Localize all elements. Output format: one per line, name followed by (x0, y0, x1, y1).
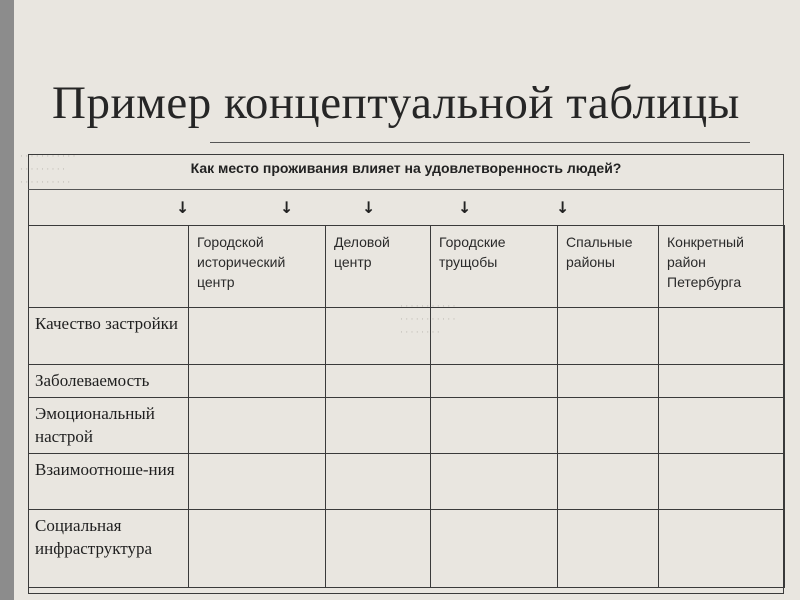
concept-table (28, 225, 785, 588)
column-header: Городские трущобы (431, 226, 558, 308)
table-cell (558, 398, 659, 454)
table-cell (431, 365, 558, 398)
bleed-through-text: · · · · · · · · · · · · · · · · · · · · · · · · · · · · · · (20, 151, 76, 187)
table-row (29, 398, 785, 454)
arrow-down-icon: ↓ (280, 198, 294, 217)
row-label: Социальная инфраструктура (29, 510, 189, 588)
table-cell (189, 308, 326, 365)
arrow-down-icon: ↓ (176, 198, 190, 217)
table-cell (659, 510, 785, 588)
table-cell (659, 365, 785, 398)
table-cell (189, 365, 326, 398)
column-header: Деловой центр (326, 226, 431, 308)
column-header: Городской исторический центр (189, 226, 326, 308)
table-cell (326, 398, 431, 454)
table-cell (326, 365, 431, 398)
column-header: Конкретный район Петербурга (659, 226, 785, 308)
table-row (29, 454, 785, 510)
table-cell (326, 510, 431, 588)
page-title: Пример концептуальной таблицы (52, 77, 740, 129)
table-row (29, 510, 785, 588)
page-edge-shadow (0, 0, 14, 600)
table-cell (659, 454, 785, 510)
question-divider (28, 189, 784, 190)
table-cell (558, 365, 659, 398)
table-cell (659, 398, 785, 454)
table-cell (326, 308, 431, 365)
table-cell (558, 454, 659, 510)
header-empty-cell (29, 226, 189, 308)
table-cell (431, 398, 558, 454)
table-header-row (29, 226, 785, 308)
table-cell (431, 510, 558, 588)
table-cell (189, 510, 326, 588)
arrow-down-icon: ↓ (362, 198, 376, 217)
column-header: Спальные районы (558, 226, 659, 308)
table-cell (189, 398, 326, 454)
table-row (29, 365, 785, 398)
row-label: Заболеваемость (29, 365, 189, 398)
arrow-down-icon: ↓ (556, 198, 570, 217)
table-cell (431, 454, 558, 510)
row-label: Эмоциональный настрой (29, 398, 189, 454)
table-cell (326, 454, 431, 510)
row-label: Качество застройки (29, 308, 189, 365)
table-cell (431, 308, 558, 365)
table-row (29, 308, 785, 365)
bleed-through-text: · · · · · · · · · · · · · · · · · · · · · · · · · · · · · · (400, 301, 456, 337)
arrow-down-icon: ↓ (458, 198, 472, 217)
table-cell (189, 454, 326, 510)
table-cell (558, 510, 659, 588)
table-question: Как место проживания влияет на удовлетворенность людей? (190, 160, 622, 176)
table-cell (558, 308, 659, 365)
title-underline (210, 142, 750, 143)
row-label: Взаимоотноше-ния (29, 454, 189, 510)
table-cell (659, 308, 785, 365)
